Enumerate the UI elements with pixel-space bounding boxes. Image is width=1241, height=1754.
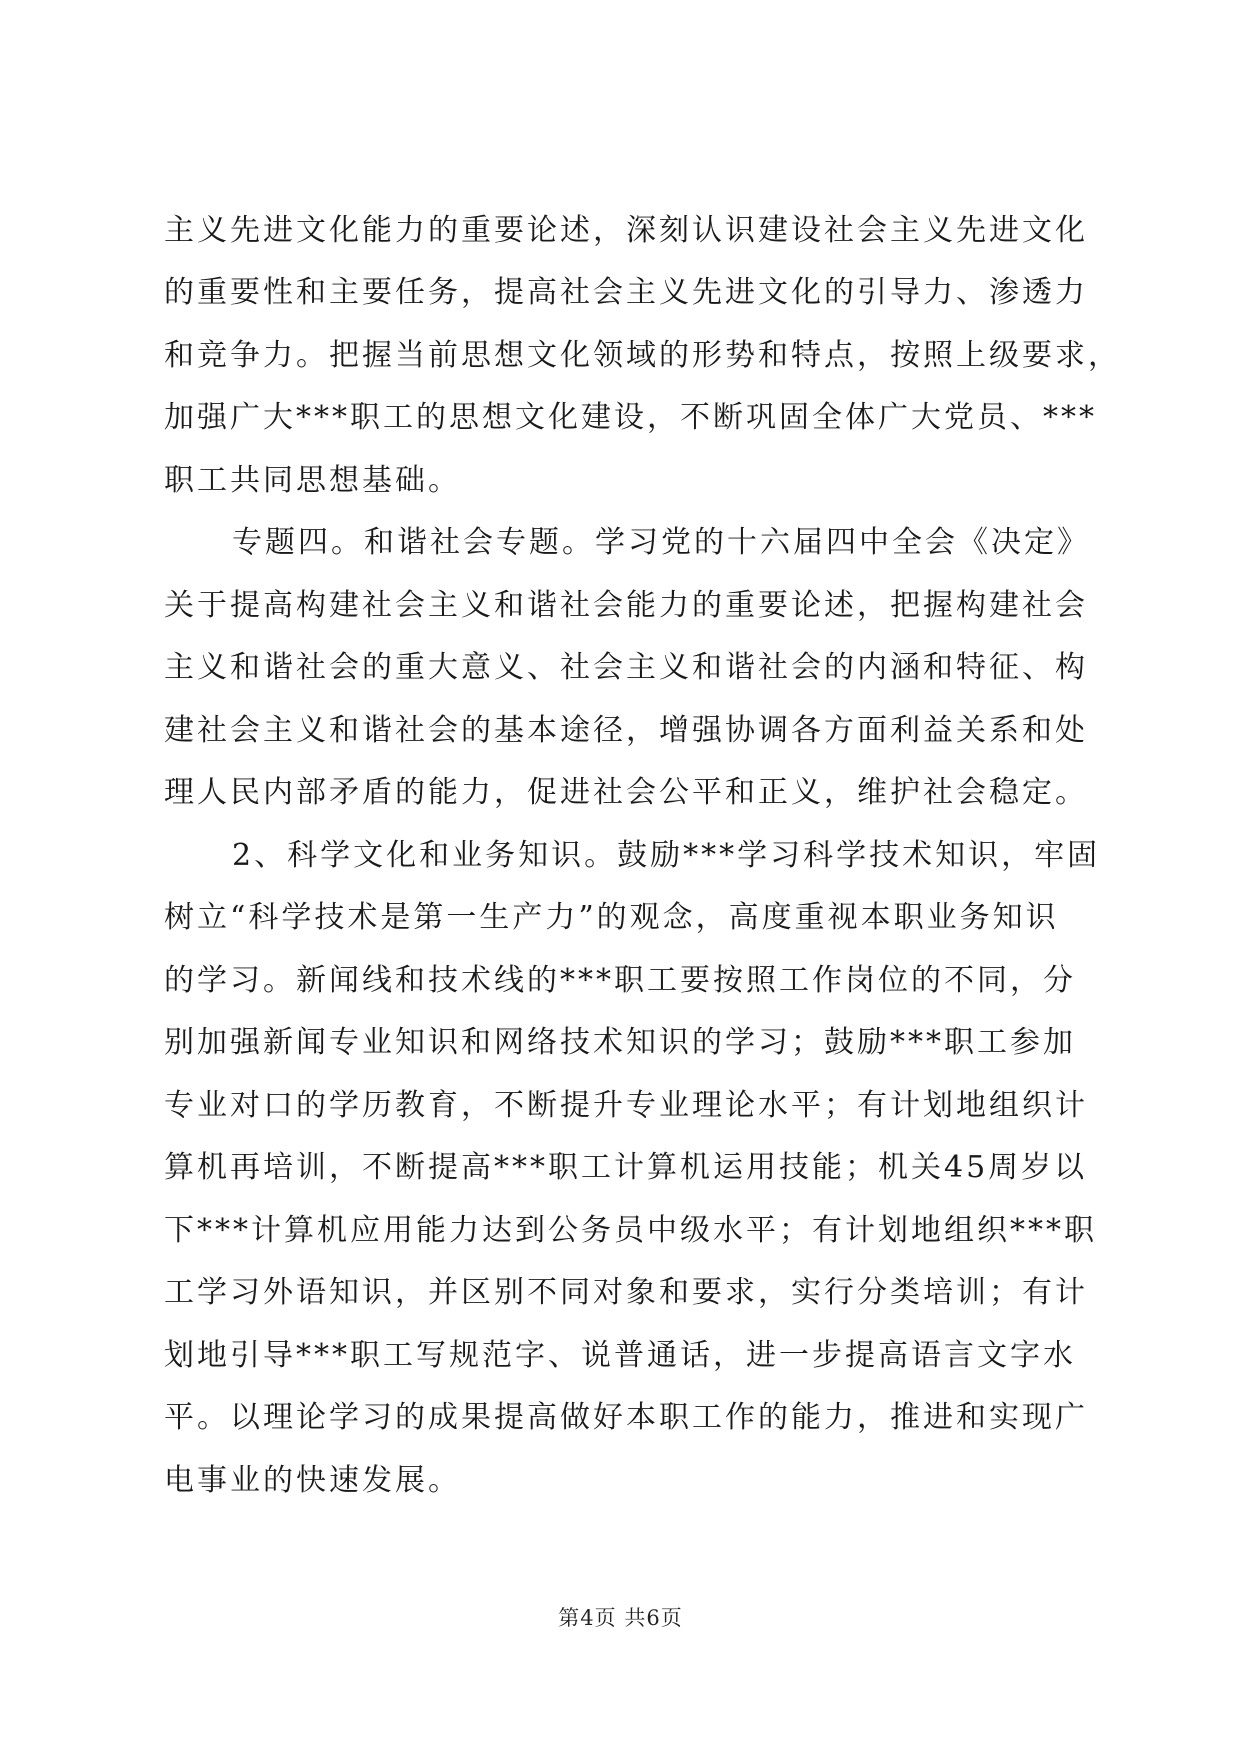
paragraph-first-line: 2、科学文化和业务知识。鼓励***学习科学技术知识，牢固: [232, 838, 1101, 873]
body-text-line: 下***计算机应用能力达到公务员中级水平；有计划地组织***职: [164, 1213, 1097, 1248]
body-text-line: 别加强新闻专业知识和网络技术知识的学习；鼓励***职工参加: [164, 1025, 1076, 1060]
body-text-line: 电事业的快速发展。: [164, 1463, 461, 1498]
body-text-line: 树立“科学技术是第一生产力”的观念，高度重视本职业务知识: [164, 900, 1059, 935]
body-text-line: 主义先进文化能力的重要论述，深刻认识建设社会主义先进文化: [164, 213, 1088, 248]
body-text-line: 加强广大***职工的思想文化建设，不断巩固全体广大党员、***: [164, 400, 1097, 435]
body-text-line: 建社会主义和谐社会的基本途径，增强协调各方面利益关系和处: [164, 713, 1088, 748]
body-text-line: 工学习外语知识，并区别不同对象和要求，实行分类培训；有计: [164, 1275, 1088, 1310]
body-text-line: 的学习。新闻线和技术线的***职工要按照工作岗位的不同，分: [164, 963, 1076, 998]
body-text-line: 划地引导***职工写规范字、说普通话，进一步提高语言文字水: [164, 1338, 1076, 1373]
body-text-line: 理人民内部矛盾的能力，促进社会公平和正义，维护社会稳定。: [164, 775, 1088, 810]
body-text-line: 的重要性和主要任务，提高社会主义先进文化的引导力、渗透力: [164, 275, 1088, 310]
body-text-line: 主义和谐社会的重大意义、社会主义和谐社会的内涵和特征、构: [164, 650, 1088, 685]
page-number-footer: 第4页 共6页: [558, 1606, 683, 1630]
body-text-line: 平。以理论学习的成果提高做好本职工作的能力，推进和实现广: [164, 1400, 1088, 1435]
body-text-line: 算机再培训，不断提高***职工计算机运用技能；机关45周岁以: [164, 1150, 1088, 1185]
body-text-line: 和竞争力。把握当前思想文化领域的形势和特点，按照上级要求，: [164, 338, 1121, 373]
body-text-line: 职工共同思想基础。: [164, 463, 461, 498]
body-text-line: 关于提高构建社会主义和谐社会能力的重要论述，把握构建社会: [164, 588, 1088, 623]
body-text-line: 专业对口的学历教育，不断提升专业理论水平；有计划地组织计: [164, 1088, 1088, 1123]
paragraph-first-line: 专题四。和谐社会专题。学习党的十六届四中全会《决定》: [232, 525, 1090, 560]
